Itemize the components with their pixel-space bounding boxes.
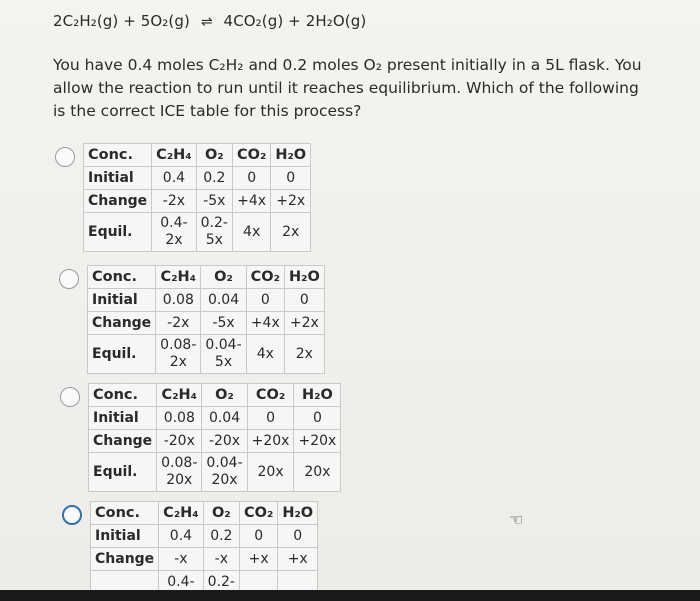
cell: 0.04- 5x bbox=[201, 335, 246, 374]
cell: 0.2- bbox=[203, 571, 239, 594]
row-label-equil: Equil. bbox=[88, 335, 156, 374]
answer-option-4[interactable] bbox=[62, 501, 318, 594]
header-o2: O₂ bbox=[201, 266, 246, 289]
cell: -20x bbox=[157, 430, 202, 453]
cell: -2x bbox=[152, 190, 196, 213]
row-label-equil: Equil. bbox=[84, 213, 152, 252]
row-label-initial: Initial bbox=[91, 525, 159, 548]
ice-table bbox=[88, 383, 341, 492]
cell: 0.2- 5x bbox=[196, 213, 232, 252]
cell: 0 bbox=[271, 167, 311, 190]
row-label-change: Change bbox=[84, 190, 152, 213]
cell: 20x bbox=[294, 453, 341, 492]
equation-products: 4CO₂(g) + 2H₂O(g) bbox=[223, 12, 367, 30]
header-conc: Conc. bbox=[88, 266, 156, 289]
cell: 0.2 bbox=[196, 167, 232, 190]
equation-reactants: 2C₂H₂(g) + 5O₂(g) bbox=[53, 12, 190, 30]
cell: -5x bbox=[201, 312, 246, 335]
cell: 20x bbox=[247, 453, 294, 492]
cell: 0.04 bbox=[202, 407, 247, 430]
answer-option-3[interactable] bbox=[60, 383, 341, 492]
cell: 0.4 bbox=[152, 167, 196, 190]
cell: 0.4- 2x bbox=[152, 213, 196, 252]
cell: 0.4- bbox=[159, 571, 203, 594]
cell: 0 bbox=[294, 407, 341, 430]
cell: 0.04 bbox=[201, 289, 246, 312]
header-h2o: H₂O bbox=[278, 502, 318, 525]
cell: 2x bbox=[284, 335, 324, 374]
cell: 0 bbox=[247, 407, 294, 430]
radio-button[interactable] bbox=[60, 387, 80, 407]
header-h2o: H₂O bbox=[271, 144, 311, 167]
cell: +x bbox=[278, 548, 318, 571]
header-co2: CO₂ bbox=[246, 266, 284, 289]
header-co2: CO₂ bbox=[247, 384, 294, 407]
header-c2h4: C₂H₄ bbox=[156, 266, 201, 289]
header-o2: O₂ bbox=[203, 502, 239, 525]
cell: 4x bbox=[246, 335, 284, 374]
header-co2: CO₂ bbox=[239, 502, 277, 525]
header-c2h4: C₂H₄ bbox=[152, 144, 196, 167]
cell: -2x bbox=[156, 312, 201, 335]
pointer-hand-icon: ☜ bbox=[509, 510, 524, 529]
cell: 0 bbox=[246, 289, 284, 312]
cell: 0.2 bbox=[203, 525, 239, 548]
cell: +2x bbox=[284, 312, 324, 335]
header-h2o: H₂O bbox=[294, 384, 341, 407]
cell: 0 bbox=[284, 289, 324, 312]
cell: 0.08 bbox=[157, 407, 202, 430]
cell: +x bbox=[239, 548, 277, 571]
cell: 2x bbox=[271, 213, 311, 252]
bottom-bar bbox=[0, 590, 700, 601]
cell: 4x bbox=[232, 213, 270, 252]
cell: -20x bbox=[202, 430, 247, 453]
ice-table bbox=[87, 265, 325, 374]
cell: 0.08 bbox=[156, 289, 201, 312]
radio-button[interactable] bbox=[59, 269, 79, 289]
cell: 0.04- 20x bbox=[202, 453, 247, 492]
cell: 0 bbox=[232, 167, 270, 190]
cell: +4x bbox=[232, 190, 270, 213]
equilibrium-arrow-icon: ⇌ bbox=[200, 14, 213, 30]
cell: +20x bbox=[294, 430, 341, 453]
cell: -x bbox=[159, 548, 203, 571]
cell: +4x bbox=[246, 312, 284, 335]
cell: +20x bbox=[247, 430, 294, 453]
row-label-change: Change bbox=[89, 430, 157, 453]
cell: +2x bbox=[271, 190, 311, 213]
row-label-initial: Initial bbox=[89, 407, 157, 430]
header-co2: CO₂ bbox=[232, 144, 270, 167]
header-c2h4: C₂H₄ bbox=[159, 502, 203, 525]
row-label-initial: Initial bbox=[84, 167, 152, 190]
header-conc: Conc. bbox=[89, 384, 157, 407]
reaction-equation bbox=[53, 12, 366, 30]
radio-button[interactable] bbox=[55, 147, 75, 167]
row-label-equil: Equil. bbox=[89, 453, 157, 492]
question-text: You have 0.4 moles C₂H₂ and 0.2 moles O₂ present initially in a 5L flask. You allow the reaction to run until it reaches equilibrium. Which of the following is the correct ICE table for this process? bbox=[53, 56, 642, 120]
header-c2h4: C₂H₄ bbox=[157, 384, 202, 407]
answer-option-2[interactable] bbox=[59, 265, 325, 374]
answer-option-1[interactable] bbox=[55, 143, 311, 252]
row-label-change: Change bbox=[88, 312, 156, 335]
row-label-change: Change bbox=[91, 548, 159, 571]
radio-button[interactable] bbox=[62, 505, 82, 525]
ice-table bbox=[83, 143, 311, 252]
cell: -5x bbox=[196, 190, 232, 213]
cell: 0.4 bbox=[159, 525, 203, 548]
cell: 0.08- 2x bbox=[156, 335, 201, 374]
cell: 0.08- 20x bbox=[157, 453, 202, 492]
cell: -x bbox=[203, 548, 239, 571]
header-h2o: H₂O bbox=[284, 266, 324, 289]
ice-table bbox=[90, 501, 318, 594]
row-label-initial: Initial bbox=[88, 289, 156, 312]
header-conc: Conc. bbox=[91, 502, 159, 525]
header-o2: O₂ bbox=[202, 384, 247, 407]
header-o2: O₂ bbox=[196, 144, 232, 167]
header-conc: Conc. bbox=[84, 144, 152, 167]
cell: 0 bbox=[278, 525, 318, 548]
cell: 0 bbox=[239, 525, 277, 548]
